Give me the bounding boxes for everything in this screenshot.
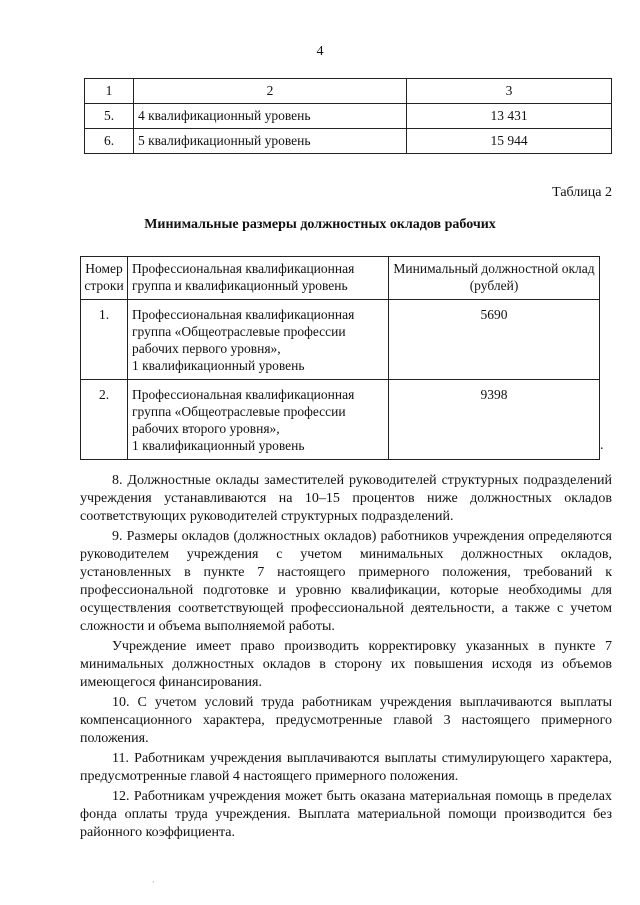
paragraph: 10. С учетом условий труда работникам учреждения выплачиваются выплаты компенсационного характера, предусмотренные главой 3 настоящего примерного положения. — [80, 695, 612, 746]
row-number: 6. — [85, 129, 134, 154]
workers-salary-table — [80, 256, 600, 460]
body-text — [80, 472, 612, 844]
group-name: Профессиональная квалификационная группа «Общеотраслевые профессии рабочих второго уровня», — [132, 387, 355, 436]
row-number: 1. — [81, 300, 128, 380]
row-number: 5. — [85, 104, 134, 129]
level-name: 4 квалификационный уровень — [134, 104, 407, 129]
salary-value: 13 431 — [407, 104, 612, 129]
table-header-row — [81, 257, 600, 300]
header-group: Профессиональная квалификационная группа и квалификационный уровень — [128, 257, 389, 300]
header-cell: 2 — [134, 79, 407, 104]
qualification-level: 1 квалификационный уровень — [132, 358, 305, 373]
salary-table-continued — [84, 78, 612, 154]
paragraph: 12. Работникам учреждения может быть оказана материальная помощь в пределах фонда оплаты труда учреждения. Выплата материальной помощи производится без районного коэффициента. — [80, 789, 612, 840]
paragraph: Учреждение имеет право производить корректировку указанных в пункте 7 минимальных должностных окладов в сторону их повышения исходя из объемов имеющегося финансирования. — [80, 639, 612, 690]
salary-value: 5690 — [389, 300, 600, 380]
header-row-number: Номер строки — [81, 257, 128, 300]
table-caption: Таблица 2 — [552, 185, 612, 200]
table-end-mark: . — [600, 438, 604, 453]
salary-value: 15 944 — [407, 129, 612, 154]
paragraph: 11. Работникам учреждения выплачиваются выплаты стимулирующего характера, предусмотренные главой 4 настоящего примерного положения. — [80, 751, 612, 784]
group-cell — [128, 300, 389, 380]
table-row — [85, 104, 612, 129]
paragraph: 9. Размеры окладов (должностных окладов) работников учреждения определяются руководителем учреждения с учетом минимальных должностных окладов, установленных в пункте 7 настоящего примерного положения, требований к профессиональной подготовке и уровню квалификации, которые необходимы для осуществления соответствующей профессиональной деятельности, а также с учетом сложности и объема выполняемой работы. — [80, 529, 612, 634]
group-name: Профессиональная квалификационная группа «Общеотраслевые профессии рабочих первого уровня», — [132, 307, 355, 356]
salary-value: 9398 — [389, 380, 600, 460]
header-salary: Минимальный должностной оклад (рублей) — [389, 257, 600, 300]
level-name: 5 квалификационный уровень — [134, 129, 407, 154]
header-cell: 3 — [407, 79, 612, 104]
paragraph: 8. Должностные оклады заместителей руководителей структурных подразделений учреждения устанавливаются на 10–15 процентов ниже должностных окладов соответствующих руководителей структурных подразделений. — [80, 473, 612, 524]
qualification-level: 1 квалификационный уровень — [132, 438, 305, 453]
margin-mark: · — [152, 878, 155, 887]
table-row — [81, 300, 600, 380]
header-cell: 1 — [85, 79, 134, 104]
table-row — [85, 129, 612, 154]
table-row — [81, 380, 600, 460]
group-cell — [128, 380, 389, 460]
page-number: 4 — [316, 44, 324, 59]
table-title: Минимальные размеры должностных окладов рабочих — [144, 217, 496, 232]
table-header-row — [85, 79, 612, 104]
row-number: 2. — [81, 380, 128, 460]
